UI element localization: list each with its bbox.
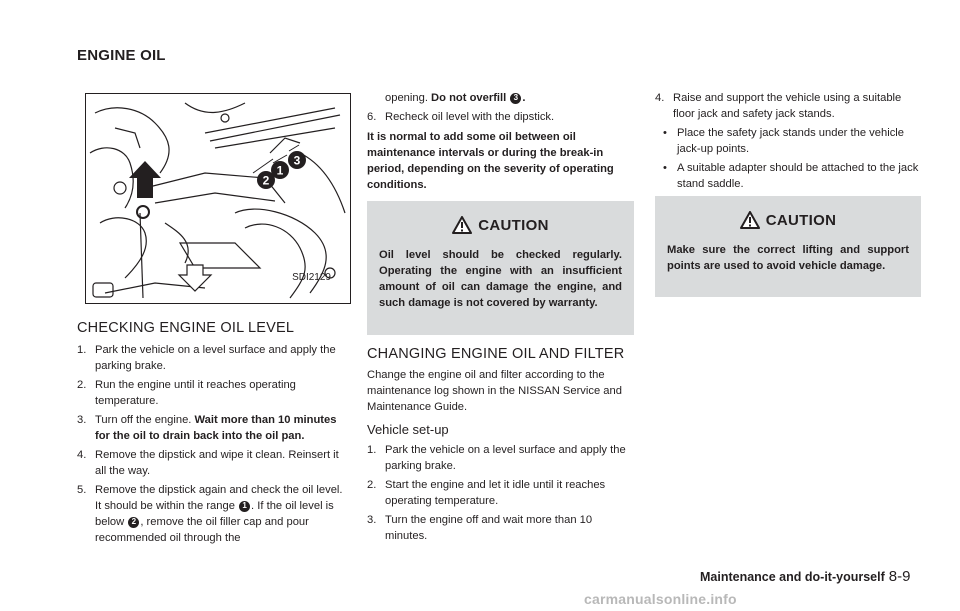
left-step-5: 5. Remove the dipstick again and check the oil level. It should be within the range 1 . If the oil level is below 2 , remove the oil filler cap and pour recommended oil through the <box>77 484 343 544</box>
warning-triangle-icon <box>452 216 472 234</box>
setup-step-2: 2. Start the engine and let it idle until it reaches operating temperature. <box>367 479 606 507</box>
setup-step-1: 1. Park the vehicle on a level surface and apply the parking brake. <box>367 444 626 472</box>
heading-changing-oil: CHANGING ENGINE OIL AND FILTER <box>367 346 625 362</box>
right-column <box>655 90 921 195</box>
section-title: ENGINE OIL <box>77 47 166 64</box>
circle-2-icon: 2 <box>128 517 139 528</box>
callout-3 <box>288 151 306 169</box>
heading-vehicle-setup: Vehicle set-up <box>367 422 449 437</box>
middle-step-6: 6. Recheck oil level with the dipstick. <box>367 111 555 123</box>
svg-text:2: 2 <box>262 173 270 188</box>
circle-3-icon: 3 <box>510 93 521 104</box>
caution-box-lifting <box>655 196 921 297</box>
setup-step-3: 3. Turn the engine off and wait more than 10 minutes. <box>367 514 593 542</box>
engine-oil-figure <box>85 93 351 304</box>
caution-label: CAUTION <box>478 216 549 234</box>
page-footer <box>700 568 910 585</box>
middle-column-lower <box>367 346 634 547</box>
watermark: carmanualsonline.info <box>584 591 737 607</box>
normal-oil-note: It is normal to add some oil between oil maintenance intervals or during the break-in period, depending on the severity of operating conditions. <box>367 131 614 191</box>
left-step-1: 1. Park the vehicle on a level surface and apply the parking brake. <box>77 344 336 372</box>
left-step-3: 3. Turn off the engine. Wait more than 10 minutes for the oil to drain back into the oil pan. <box>77 414 337 442</box>
page-number: 8-9 <box>888 568 911 585</box>
footer-chapter-label: Maintenance and do-it-yourself <box>700 570 885 584</box>
figure-code: SDI2129 <box>292 272 331 283</box>
bullet-adapter: • A suitable adapter should be attached to the jack stand saddle. <box>663 162 919 190</box>
left-column <box>77 320 351 549</box>
middle-column <box>367 90 634 193</box>
left-step-2: 2. Run the engine until it reaches operating temperature. <box>77 379 296 407</box>
svg-text:1: 1 <box>276 163 284 178</box>
callout-1 <box>271 161 289 179</box>
step-5-continued: opening. Do not overfill 3 . <box>385 92 526 104</box>
setup-step-4: 4. Raise and support the vehicle using a suitable floor jack and safety jack stands. <box>655 92 902 120</box>
caution-box-oil-level <box>367 201 634 335</box>
heading-checking-oil: CHECKING ENGINE OIL LEVEL <box>77 320 295 336</box>
svg-text:3: 3 <box>293 153 301 168</box>
caution-label: CAUTION <box>765 211 837 229</box>
engine-illustration <box>85 93 351 304</box>
changing-oil-intro: Change the engine oil and filter according to the maintenance log shown in the NISSAN Service and Maintenance Guide. <box>367 369 622 413</box>
caution-text-lifting: Make sure the correct lifting and support points are used to avoid vehicle damage. <box>667 244 909 272</box>
warning-triangle-icon <box>740 211 760 229</box>
left-step-4: 4. Remove the dipstick and wipe it clean. Reinsert it all the way. <box>77 449 339 477</box>
bullet-jack-stands: • Place the safety jack stands under the vehicle jack-up points. <box>663 127 904 155</box>
circle-1-icon: 1 <box>239 501 250 512</box>
caution-text: Oil level should be checked regularly. Operating the engine with an insufficient amount of oil can damage the engine, and such damage is not covered by warranty. <box>379 249 622 309</box>
